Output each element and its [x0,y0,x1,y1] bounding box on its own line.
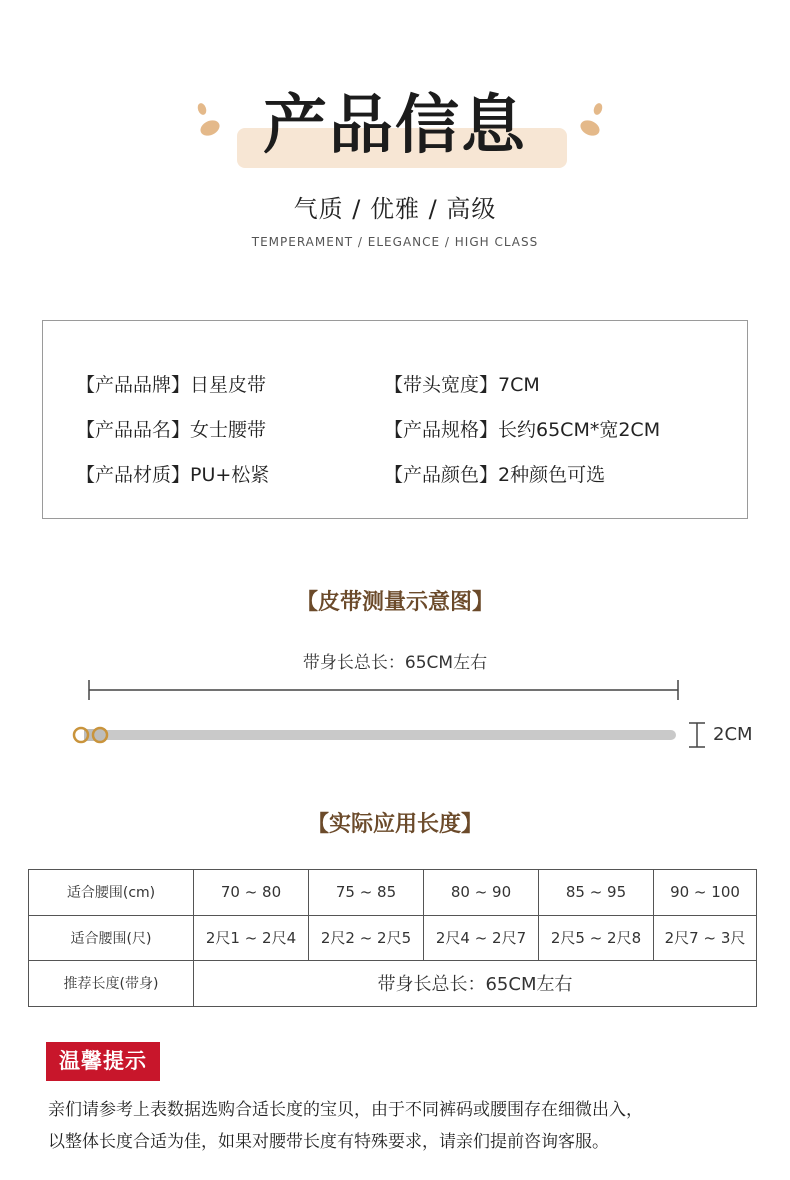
info-color: 【产品颜色】2种颜色可选 [384,464,606,486]
info-brand: 【产品品牌】日星皮带 [76,374,267,396]
table-cell: 85 ~ 95 [539,870,654,916]
table-cell: 70 ~ 80 [194,870,309,916]
table-cell: 2尺2 ~ 2尺5 [309,915,424,961]
table-cell: 75 ~ 85 [309,870,424,916]
row-label-cm: 适合腰围(cm) [29,870,194,916]
total-length-label: 带身长总长：65CM左右 [302,653,488,673]
table-cell: 2尺5 ~ 2尺8 [539,915,654,961]
table-row [29,915,757,961]
row-label-chi: 适合腰围(尺) [29,915,194,961]
width-dimension-marker [689,723,705,747]
info-name: 【产品品名】女士腰带 [76,419,267,441]
length-dimension-line [89,680,678,700]
info-material: 【产品材质】PU+松紧 [76,464,270,486]
tip-text-line-1: 亲们请参考上表数据选购合适长度的宝贝，由于不同裤码或腰围存在细微出入， [48,1100,643,1120]
table-row [29,870,757,916]
table-cell: 2尺1 ~ 2尺4 [194,915,309,961]
size-table [28,869,757,1007]
info-buckle-width: 【带头宽度】7CM [384,374,540,396]
diagram-heading: 【皮带测量示意图】 [295,590,494,615]
application-heading: 【实际应用长度】 [306,812,483,837]
info-spec: 【产品规格】长约65CM*宽2CM [384,419,661,441]
tip-badge: 温馨提示 [46,1042,160,1081]
subtitle-english: TEMPERAMENT / ELEGANCE / HIGH CLASS [251,235,539,249]
width-label: 2CM [713,724,753,745]
belt-diagram [0,670,790,760]
table-cell: 2尺4 ~ 2尺7 [424,915,539,961]
table-cell: 80 ~ 90 [424,870,539,916]
recommended-length-value: 带身长总长：65CM左右 [194,961,757,1007]
tip-text-line-2: 以整体长度合适为佳，如果对腰带长度有特殊要求，请亲们提前咨询客服。 [48,1132,609,1152]
subtitle: 气质 / 优雅 / 高级 [293,195,497,223]
table-cell: 90 ~ 100 [654,870,757,916]
page-title: 产品信息 [263,89,527,163]
table-cell: 2尺7 ~ 3尺 [654,915,757,961]
table-row [29,961,757,1007]
belt-illustration [74,728,676,742]
row-label-length: 推荐长度(带身) [29,961,194,1007]
